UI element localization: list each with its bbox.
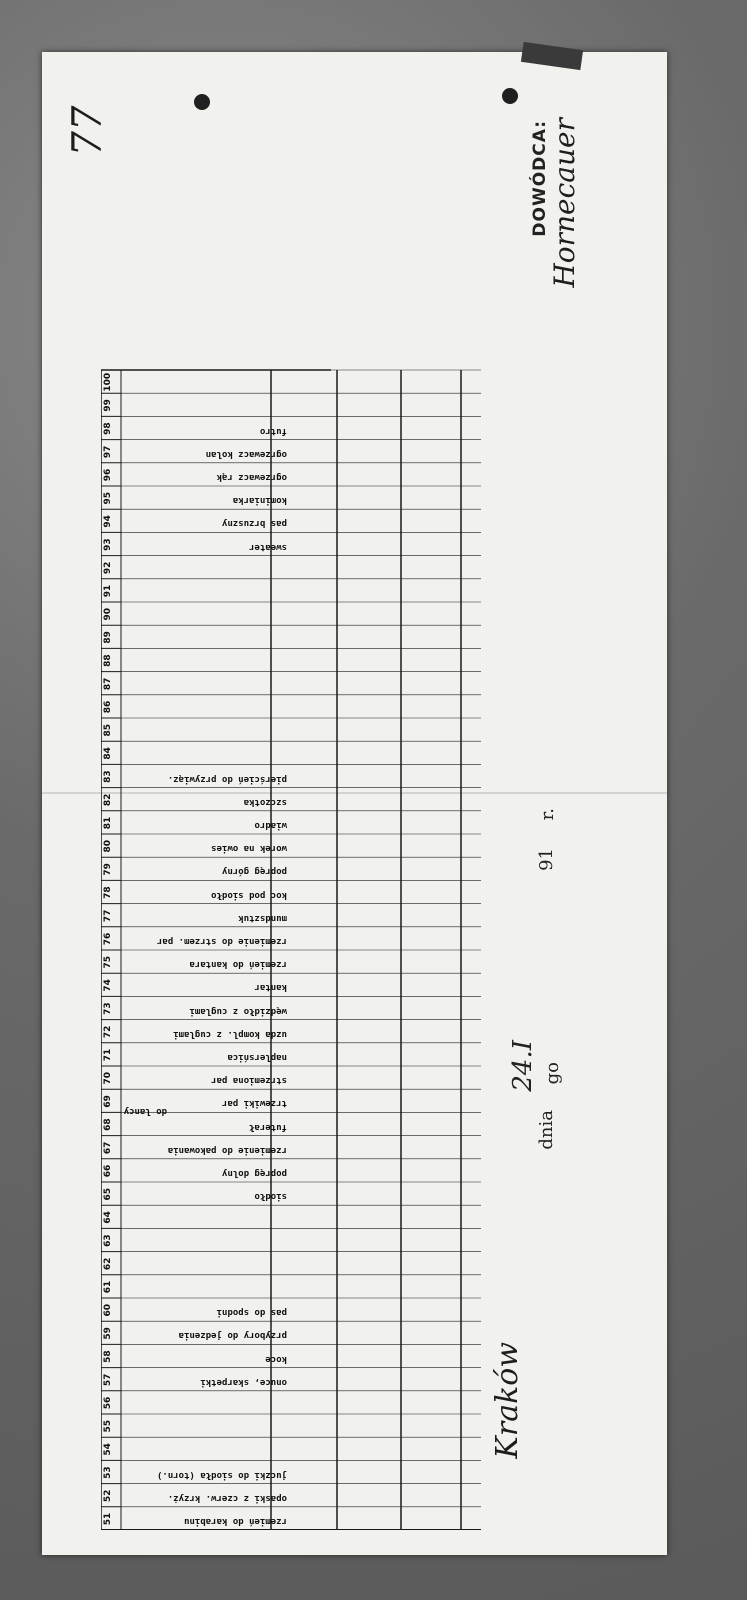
column-number: 62 [103,1257,113,1271]
date-go: go [542,1062,563,1085]
column-label [127,762,287,784]
column-number: 53 [103,1466,113,1479]
column-number: 72 [103,1025,113,1039]
column-number: 61 [103,1280,113,1294]
commander-label: DOWÓDCA: [530,120,550,237]
column-label-text: opaski z czerw. krzyż. [167,1492,287,1503]
column-number: 70 [103,1071,113,1085]
column-label-text: koc pod siodło [211,889,287,900]
column-group-label [123,1094,167,1117]
column-number: 91 [103,584,113,598]
column-label [127,506,287,528]
column-group-text: do lancy [123,1106,167,1117]
column-label [127,1365,287,1387]
column-label [127,901,287,923]
column-label-text: futro [259,425,287,436]
column-label-text: strzemiona par [211,1075,287,1086]
column-number: 66 [103,1164,113,1178]
equipment-table [101,110,491,1530]
column-label-text: pas brzuszny [221,518,287,529]
column-label [127,947,287,969]
column-label-text: ogrzewacz rąk [216,472,287,482]
column-label [127,1504,287,1526]
column-number: 67 [103,1141,113,1155]
column-label [127,1156,287,1178]
column-label-text: futerał [249,1121,287,1132]
column-number: 100 [103,372,113,392]
column-number: 76 [103,932,113,946]
column-label [127,437,287,459]
column-number: 58 [103,1350,113,1363]
column-label-text: naplersńica [227,1052,287,1062]
column-label [127,1040,287,1062]
column-number: 78 [103,886,113,899]
column-label [127,1179,287,1201]
column-label [127,785,287,807]
date-year: 91 [536,848,557,871]
column-label [127,1342,287,1364]
column-number: 60 [103,1303,113,1317]
column-label [127,831,287,853]
column-number: 92 [103,561,113,575]
commander-signature: Hornecauer [548,118,581,288]
column-number: 59 [103,1327,113,1340]
column-number: 75 [103,955,113,969]
column-label-text: pierścień do przywiąz. [167,773,287,784]
column-number: 84 [103,747,113,760]
column-label-text: sweater [249,541,287,552]
column-label [127,1295,287,1317]
punch-hole-right [502,88,518,104]
column-label [127,460,287,482]
column-label-text: popręg dolny [221,1168,287,1178]
column-label [127,924,287,946]
column-label [127,1458,287,1480]
column-number: 97 [103,445,113,459]
column-label [127,483,287,505]
column-label [127,994,287,1016]
column-number: 54 [103,1443,113,1456]
column-number: 68 [103,1118,113,1131]
column-number: 81 [103,816,113,830]
column-label [127,1017,287,1039]
column-label [127,530,287,552]
column-label-text: kominiarka [232,495,287,506]
column-number: 80 [103,839,113,853]
column-label-text: uzda kompl. z cuglami [173,1028,287,1039]
column-number: 96 [103,468,113,482]
column-number: 95 [103,491,113,505]
column-label [127,1481,287,1503]
column-label-text: popręg górny [221,866,287,877]
date-handwritten: 24.I [508,1040,538,1092]
column-number: 89 [103,631,113,644]
column-number: 98 [103,422,113,435]
date-prefix: dnia [536,1110,557,1150]
column-label [127,970,287,992]
column-label-text: onuce, skarpetki [200,1376,287,1387]
column-label [127,878,287,900]
column-number: 86 [103,700,113,714]
column-label-text: ogrzewacz kolan [205,448,287,459]
column-label-text: przybory do jedzenia [178,1330,287,1341]
column-number: 57 [103,1373,113,1387]
column-label-text: wędzidło z cuglami [189,1005,287,1016]
column-label-text: worek na owies [211,843,287,854]
column-label [127,1318,287,1340]
column-number: 82 [103,793,113,807]
column-number: 87 [103,677,113,691]
column-number: 51 [103,1512,113,1526]
column-number: 65 [103,1187,113,1201]
column-number: 56 [103,1396,113,1410]
torn-corner [521,42,583,70]
column-number: 94 [103,515,113,528]
column-label-text: szczotka [243,796,287,807]
column-number: 88 [103,654,113,667]
column-label [127,854,287,876]
column-number: 85 [103,723,113,737]
column-number: 93 [103,538,113,551]
column-label [127,414,287,436]
column-number: 69 [103,1095,113,1108]
column-label-text: juczki do siodła (torn.) [156,1469,287,1480]
column-label-text: kantar [254,982,287,993]
column-number: 73 [103,1002,113,1015]
corner-number: 77 [64,105,111,157]
column-number: 63 [103,1234,113,1247]
date-year-suffix: r. [537,808,558,821]
column-number: 77 [103,909,113,923]
column-number: 79 [103,863,113,876]
column-number: 74 [103,979,113,992]
column-number: 90 [103,607,113,621]
column-label-text: rzemienie do strzem. par [156,936,287,946]
column-label-text: mundsztuk [238,912,287,923]
column-label-text: rzemienie do pakowania [167,1144,287,1155]
column-label [127,1063,287,1085]
column-number: 64 [103,1211,113,1224]
column-label-text: pas do spodni [216,1307,287,1318]
place-handwritten: Kraków [490,1342,525,1459]
column-number: 71 [103,1048,113,1062]
column-label-text: siodło [254,1191,287,1202]
column-label-text: rzemień do kantara [189,959,287,970]
column-number: 55 [103,1419,113,1433]
punch-hole-left [194,94,210,110]
column-label-text: wiadro [254,820,287,830]
column-number: 52 [103,1489,113,1503]
column-label [127,808,287,830]
column-label [127,1133,287,1155]
column-label-text: koce [265,1353,287,1364]
column-number: 99 [103,399,113,412]
column-label-text: rzemień do karabinu [184,1516,287,1526]
column-number: 83 [103,770,113,783]
column-label-text: trzewiki par [221,1098,287,1109]
